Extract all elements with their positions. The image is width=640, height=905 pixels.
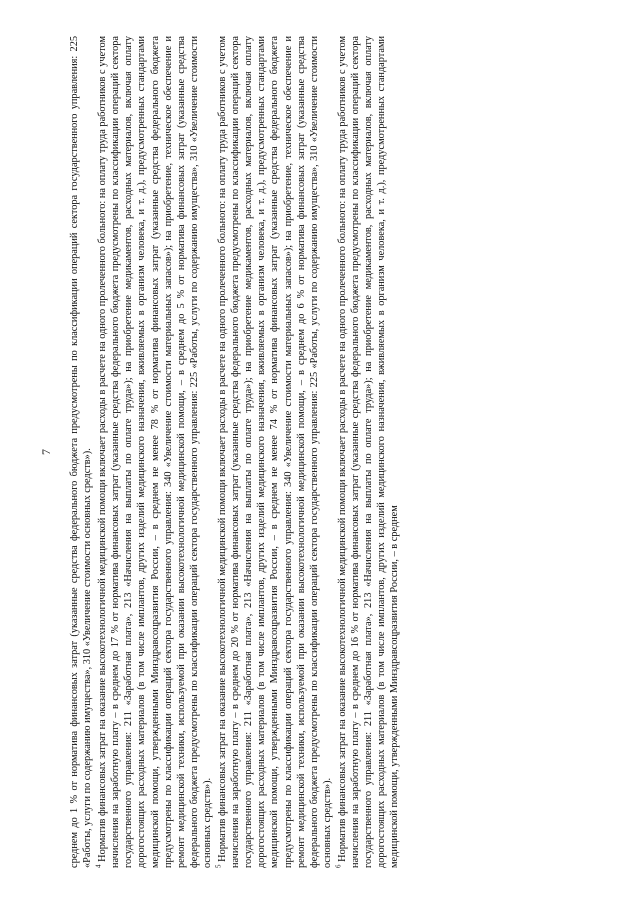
footnote-5 [216, 36, 334, 868]
footnote-6 [336, 36, 401, 868]
paragraph-continuation [68, 36, 94, 868]
footnote-marker: 4 [94, 864, 103, 868]
footnote-marker: 6 [334, 864, 343, 868]
footnote-text: Норматив финансовых затрат на оказание высокотехнологичной медицинской помощи включает расходы в расчете на одного пролеченного больного: на оплату труда работников с учетом начисления на заработную плату – в среднем до 17 % от норматива финансовых затрат (указанные средства федерального бюджета предусмотрены по классификации операций сектора государственного управления: 211 «Заработная плата», 213 «Начисления на выплаты по оплате труда»); на приобретение медикаментов, расходных материалов, включая оплату дорогостоящих расходных материалов (в том числе имплантов, других изделий медицинского назначения, вживляемых в организм человека, и т. д.), предусмотренных стандартами медицинской помощи, утвержденными Минздравсоцразвития России, – в среднем не менее 78 % от норматива финансовых затрат (указанные средства федерального бюджета предусмотрены по классификации операций сектора государственного управления: 340 «Увеличение стоимости материальных запасов»); на приобретение, техническое обеспечение и ремонт медицинской техники, используемой при оказании высокотехнологичной медицинской помощи, – в среднем до 5 % от норматива финансовых затрат (указанные средства федерального бюджета предусмотрены по классификации операций сектора государственного управления: 225 «Работы, услуги по содержанию имущества», 310 «Увеличение стоимости основных средств»). [97, 36, 213, 868]
paragraph-text: среднем до 1 % от норматива финансовых затрат (указанные средства федерального бюджета предусмотрены по классификации операций сектора государственного управления: 225 «Работы, услуги по содержанию имущества», 310 «Увеличение стоимости основных средств»). [69, 36, 94, 868]
page-number: 7 [39, 449, 53, 455]
footnote-4 [96, 36, 214, 868]
rotated-text-block [38, 36, 603, 868]
footnote-text: Норматив финансовых затрат на оказание высокотехнологичной медицинской помощи включает расходы в расчете на одного пролеченного больного: на оплату труда работников с учетом начисления на заработную плату – в среднем до 16 % от норматива финансовых затрат (указанные средства федерального бюджета предусмотрены по классификации операций сектора государственного управления: 211 «Заработная плата», 213 «Начисления на выплаты по оплате труда»); на приобретение медикаментов, расходных материалов, включая оплату дорогостоящих расходных материалов (в том числе имплантов, других изделий медицинского назначения, вживляемых в организм человека, и т. д.), предусмотренных стандартами медицинской помощи, утвержденными Минздравсоцразвития России, – в среднем [336, 36, 401, 868]
footnote-text: Норматив финансовых затрат на оказание высокотехнологичной медицинской помощи включает расходы в расчете на одного пролеченного больного: на оплату труда работников с учетом начисления на заработную плату – в среднем до 20 % от норматива финансовых затрат (указанные средства федерального бюджета предусмотрены по классификации операций сектора государственного управления: 211 «Заработная плата», 213 «Начисления на выплаты по оплате труда»); на приобретение медикаментов, расходных материалов, включая оплату дорогостоящих расходных материалов (в том числе имплантов, других изделий медицинского назначения, вживляемых в организм человека, и т. д.), предусмотренных стандартами медицинской помощи, утвержденными Минздравсоцразвития России, – в среднем не менее 74 % от норматива финансовых затрат (указанные средства федерального бюджета предусмотрены по классификации операций сектора государственного управления: 340 «Увеличение стоимости материальных запасов»); на приобретение, техническое обеспечение и ремонт медицинской техники, используемой при оказании высокотехнологичной медицинской помощи, – в среднем до 6 % от норматива финансовых затрат (указанные средства федерального бюджета предусмотрены по классификации операций сектора государственного управления: 225 «Работы, услуги по содержанию имущества», 310 «Увеличение стоимости основных средств»). [217, 36, 333, 868]
footnote-marker: 5 [214, 864, 223, 868]
